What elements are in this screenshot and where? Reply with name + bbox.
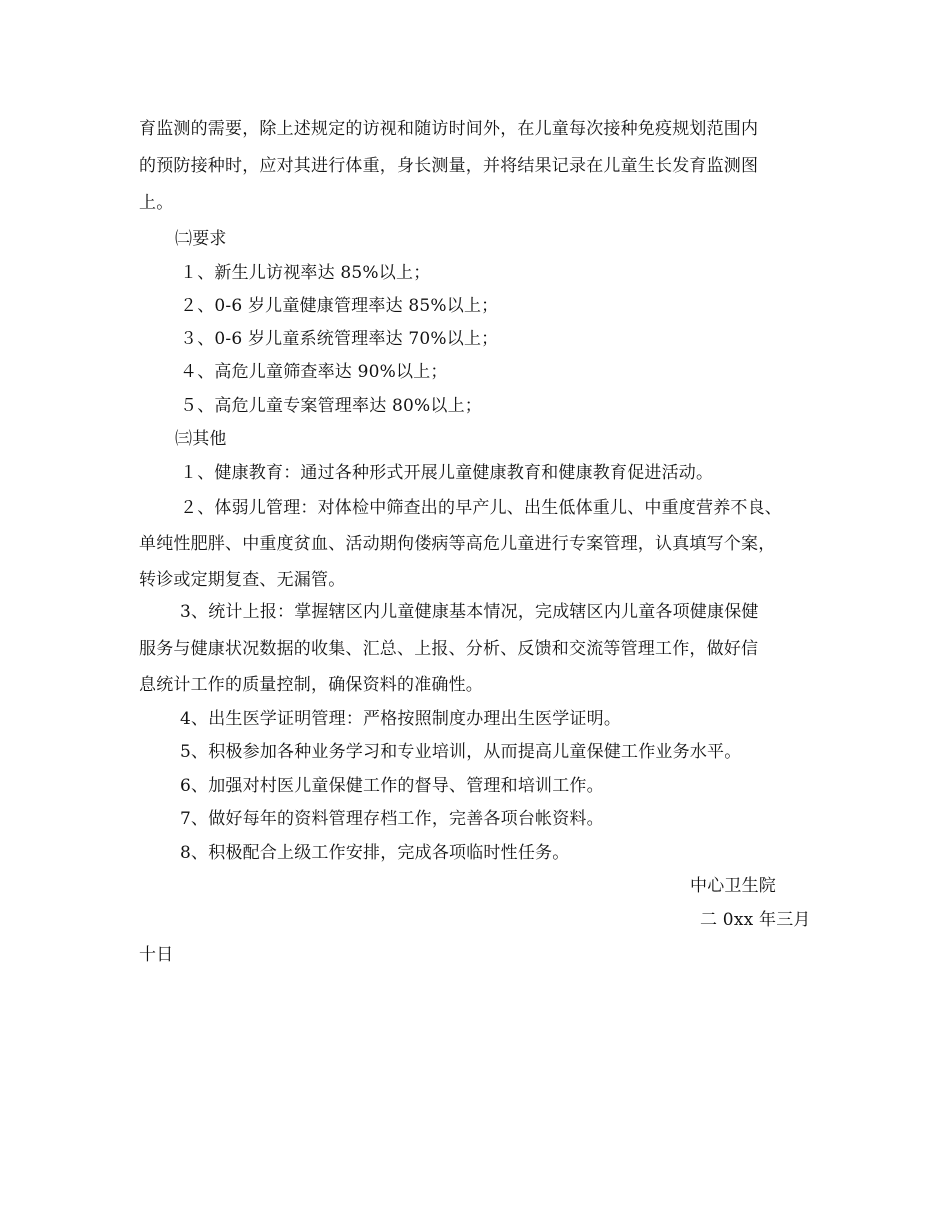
other-item-5: 5、积极参加各种业务学习和专业培训，从而提高儿童保健工作业务水平。 [180, 742, 742, 762]
requirements-heading: ㈡要求 [175, 229, 227, 249]
signature-date-line-2: 十日 [139, 945, 174, 965]
other-item-3-line-1: 3、统计上报：掌握辖区内儿童健康基本情况，完成辖区内儿童各项健康保健 [180, 602, 759, 622]
requirement-item-2: ２、0-6 岁儿童健康管理率达 85%以上； [180, 296, 499, 316]
other-heading: ㈢其他 [175, 429, 227, 449]
intro-line-3: 上。 [139, 193, 174, 213]
other-item-6: 6、加强对村医儿童保健工作的督导、管理和培训工作。 [180, 776, 604, 796]
other-item-1: １、健康教育：通过各种形式开展儿童健康教育和健康教育促进活动。 [180, 463, 714, 483]
intro-line-2: 的预防接种时，应对其进行体重，身长测量，并将结果记录在儿童生长发育监测图 [139, 156, 759, 176]
other-item-3-line-2: 服务与健康状况数据的收集、汇总、上报、分析、反馈和交流等管理工作，做好信 [139, 639, 759, 659]
other-item-3-line-3: 息统计工作的质量控制，确保资料的准确性。 [139, 675, 483, 695]
requirement-item-1: １、新生儿访视率达 85%以上； [180, 263, 431, 283]
other-item-2-line-3: 转诊或定期复查、无漏管。 [139, 570, 346, 590]
requirement-item-3: ３、0-6 岁儿童系统管理率达 70%以上； [180, 329, 499, 349]
signature-organization: 中心卫生院 [690, 876, 776, 896]
requirement-item-5: ５、高危儿童专案管理率达 80%以上； [180, 396, 482, 416]
intro-line-1: 育监测的需要，除上述规定的访视和随访时间外，在儿童每次接种免疫规划范围内 [139, 119, 759, 139]
other-item-4: 4、出生医学证明管理：严格按照制度办理出生医学证明。 [180, 709, 622, 729]
other-item-2-line-1: ２、体弱儿管理：对体检中筛查出的早产儿、出生低体重儿、中重度营养不良、 [180, 498, 782, 518]
other-item-7: 7、做好每年的资料管理存档工作，完善各项台帐资料。 [180, 809, 604, 829]
requirement-item-4: ４、高危儿童筛查率达 90%以上； [180, 362, 448, 382]
other-item-2-line-2: 单纯性肥胖、中重度贫血、活动期佝偻病等高危儿童进行专案管理，认真填写个案， [139, 534, 776, 554]
other-item-8: 8、积极配合上级工作安排，完成各项临时性任务。 [180, 843, 570, 863]
signature-date-line-1: 二 0xx 年三月 [700, 910, 811, 930]
